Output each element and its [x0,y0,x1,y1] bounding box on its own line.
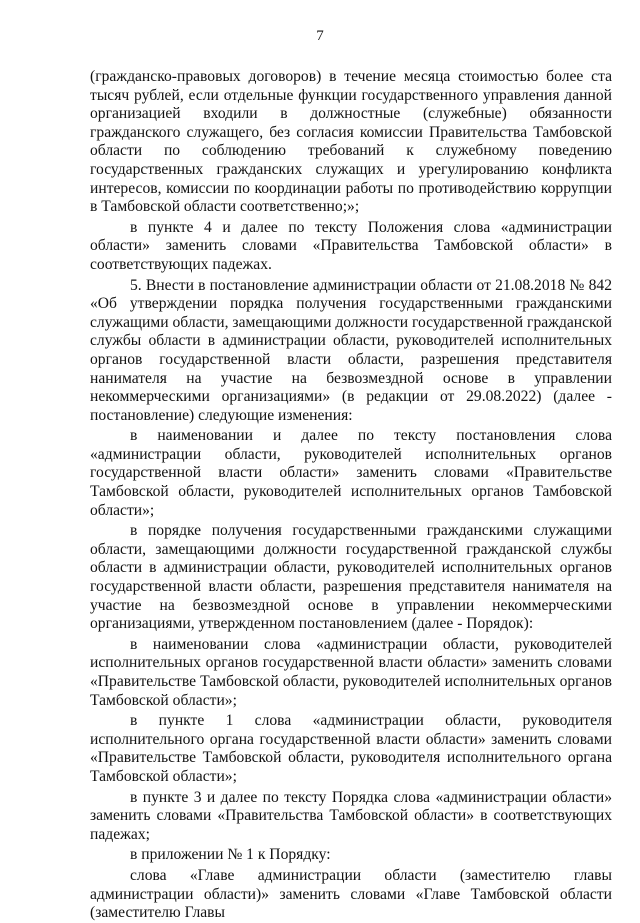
page-number: 7 [316,28,324,44]
paragraph: в пункте 3 и далее по тексту Порядка слова «администрации области» заменить словами «Правительства Тамбовской области» в соответствующих падежах; [90,788,612,843]
paragraph: в пункте 1 слова «администрации области, руководителя исполнительного органа государственной власти области» заменить словами «Правительстве Тамбовской области, руководителя исполнительного органа Тамбовской области»; [90,712,612,785]
paragraph: слова «Главе администрации области (заместителю главы администрации области)» заменить словами «Главе Тамбовской области (заместителю Главы [90,866,612,922]
paragraph: в наименовании и далее по тексту постановления слова «администрации области, руководителей исполнительных органов государственной власти области» заменить словами «Правительстве Тамбовской области, руководителей исполнительных органов Тамбовской области»; [90,427,612,519]
paragraph: в наименовании слова «администрации области, руководителей исполнительных органов государственной власти области» заменить словами «Правительстве Тамбовской области, руководителей исполнительных органов Тамбовской области»; [90,635,612,709]
paragraph-continuation: (гражданско-правовых договоров) в течение месяца стоимостью более ста тысяч рублей, если отдельные функции государственного управления данной организацией входили в должностные (служебные) обязанности гражданского служащего, без согласия комиссии Правительства Тамбовской области по соблюдению требований к служебному поведению государственных гражданских служащих и урегулированию конфликта интересов, комиссии по координации работы по противодействию коррупции в Тамбовской области соответственно;»; [90,68,612,216]
paragraph: в пункте 4 и далее по тексту Положения слова «администрации области» заменить словами «Правительства Тамбовской области» в соответствующих падежах. [90,218,612,273]
paragraph: в порядке получения государственными гражданскими служащими области, замещающими должности государственной гражданской службы области в администрации области, руководителей исполнительных органов государственной власти области, разрешения представителя нанимателя на участие на безвозмездной основе в управлении некоммерческими организациями, утвержденном постановлением (далее - Порядок): [90,522,612,633]
paragraph-item-5: 5. Внести в постановление администрации области от 21.08.2018 № 842 «Об утверждении порядка получения государственными гражданскими служащими области, замещающими должности государственной гражданской службы области в администрации области, руководителей исполнительных органов государственной власти области, разрешения представителя нанимателя на участие на безвозмездной основе в управлении некоммерческими организациями» (в редакции от 29.08.2022) (далее - постановление) следующие изменения: [90,276,612,424]
paragraph: в приложении № 1 к Порядку: [130,846,331,864]
document-body [90,68,612,923]
